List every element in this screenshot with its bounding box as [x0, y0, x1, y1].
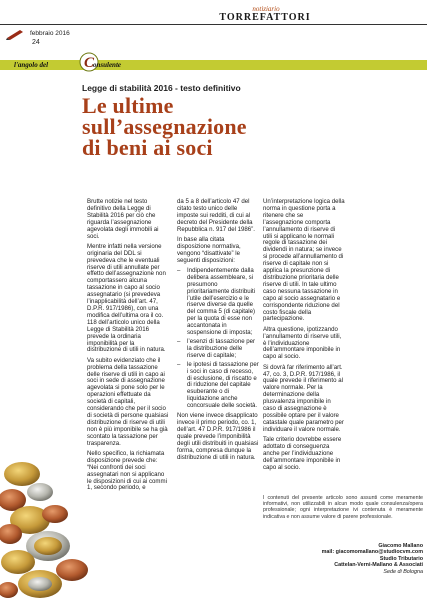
paragraph: Mentre infatti nella versione originaria del DDL si prevedeva che le eventuali riserve di utili annullate per effetto dell’assegnazione non comportassero alcuna tassazione in capo al socio assegnatario (si prevedeva l’inapplicabilità dell’art. 47, D.P.R. 917/1986), con una modifica dell’ultima ora il co. 118 dell’articolo unico della Legge di Stabilità 2016 prevede la ordinaria imponibilità per la distribuzione di utili in natura. — [87, 242, 166, 354]
article-column-1 — [87, 199, 169, 496]
paragraph: Si dovrà far riferimento all’art. 47, co. 3, D.P.R. 917/1986, il quale prevede il riferimento al valore normale. Per la determinazione della plusvalenza imponibile in caso di assegnazione è possibile optare per il valore catastale quale parametro per individuare il valore normale. — [263, 363, 344, 433]
firm-city: Sede di Bologna — [383, 568, 423, 575]
paragraph: Va subito evidenziato che il problema della tassazione delle riserve di utili in capo ai soci in sede di assegnazione agevolata si pone solo per le operazioni effettuate da società di capitali, considerando che per il socio di società di persone qualsiasi distribuzione di riserve di utili non è più imponibile se ha già scontato la tassazione per trasparenza. — [87, 356, 169, 447]
paragraph: Non viene invece disapplicato invece il primo periodo, co. 1, dell’art. 47 D.P.R. 917/1986 il quale prevede l’imponibilità degli utili distribuiti in qualsiasi forma, compresa dunque la distribuzione di utili in natura. — [177, 412, 259, 461]
article-column-2 — [177, 199, 259, 465]
title-line: sull’assegnazione — [82, 114, 247, 139]
logo-letter: C — [83, 55, 95, 71]
title-line: Le ultime — [82, 93, 174, 118]
article-subtitle: Legge di stabilità 2016 - testo definitivo — [82, 83, 241, 93]
paragraph: Un’interpretazione logica della norma in questione porta a ritenere che se l’assegnazione comporta l’annullamento di riserve di utili si applicano le normali regole di tassazione dei dividendi in natura; se invece si procede all’annullamento di riserve di capitale non si applica la presunzione di distribuzione prioritaria delle riserve di utili. In tale ultimo caso nessuna tassazione in capo al socio assegnatario e corrispondente riduzione del costo fiscale della partecipazione. — [263, 198, 345, 323]
paragraph: Nello specifico, la richiamata disposizione prevede che: “Nei confronti dei soci assegnatari non si applicano le disposizioni di cui ai commi 1, secondo periodo, e — [87, 449, 167, 492]
section-label-prefix: l'angolo del — [14, 61, 49, 69]
author-signature — [263, 543, 423, 575]
section-band — [0, 60, 427, 70]
section-label-suffix: onsulente — [93, 61, 122, 69]
paragraph: Brutte notizie nel testo definitivo della Legge di Stabilità 2016 per ciò che riguarda l’assegnazione agevolata degli immobili ai soci. — [87, 198, 159, 240]
disapplied-provisions-list — [177, 268, 259, 410]
author-email: mail: giacomomallano@studiocvm.com — [321, 549, 423, 556]
article-title — [82, 95, 427, 158]
list-item: – le ipotesi di tassazione per i soci in caso di recesso, di esclusione, di riscatto e di riduzione del capitale esuberante o di liquidazione anche concorsuale delle società. — [177, 360, 259, 410]
list-item: – l’esenzi di tassazione per la distribuzione delle riserve di capitale; — [177, 338, 256, 359]
page-number: 24 — [32, 39, 40, 46]
pen-icon — [6, 28, 24, 40]
magazine-kicker: notiziario — [252, 5, 280, 13]
disclaimer: I contenuti del presente articolo sono assunti come meramente informativi, non utilizzabili in alcun modo quale consulenza/opera professionale; ogni interpretazione ivi contenuta è meramente indicativa e non assume valore di parere professionale. — [263, 495, 423, 520]
firm-name: Studio Tributario — [379, 555, 423, 562]
list-item: – Indipendentemente dalla delibera assembleare, si presumono prioritariamente distribuiti l’utile dell’esercizio e le riserve diverse da quelle del comma 5 (di capitale) per la quota di esse non accantonata in sospensione di imposta; — [177, 266, 256, 337]
paragraph: Tale criterio dovrebbe essere adottato di conseguenza anche per l’individuazione dell’ammontare imponibile in capo al socio. — [263, 436, 342, 471]
title-line: di beni ai soci — [82, 135, 213, 160]
paragraph: In base alla citata disposizione normativa, vengono “disattivate” le seguenti disposizioni: — [177, 235, 241, 264]
paragraph: Altra questione, ipotizzando l’annullamento di riserve utili, è l’individuazione dell’ammontare imponibile in capo al socio. — [263, 325, 342, 361]
author-name: Giacomo Mallano — [378, 543, 423, 549]
magazine-title: TORREFATTORI — [219, 12, 311, 23]
article-column-3 — [263, 199, 345, 475]
firm-partners: Cattelan-Verni-Mallano & Associati — [334, 562, 423, 569]
header-rule — [0, 24, 427, 25]
issue-date: febbraio 2016 — [30, 30, 70, 37]
paragraph: da 5 a 8 dell’articolo 47 del citato testo unico delle imposte sui redditi, di cui al decreto del Presidente della Repubblica n. 917 del 1986”. — [177, 198, 255, 233]
coins-image — [0, 462, 90, 600]
